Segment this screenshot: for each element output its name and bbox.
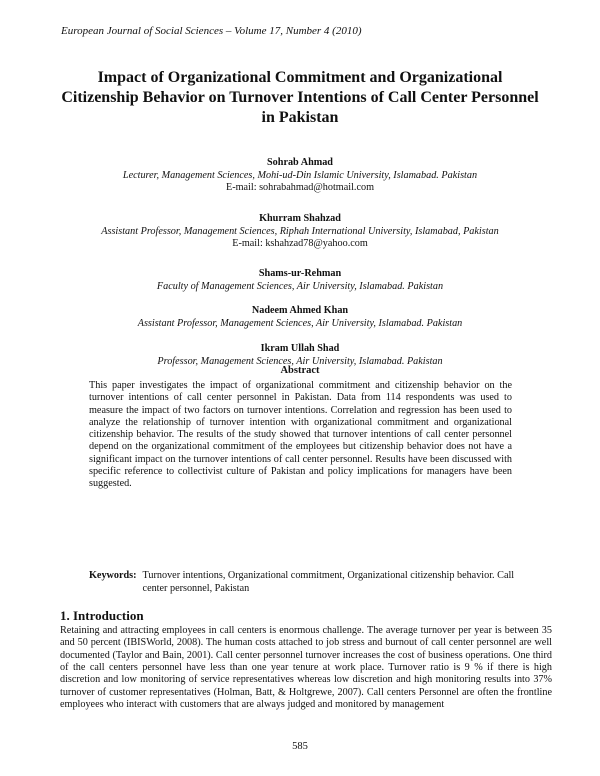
author-affiliation: Assistant Professor, Management Sciences, Air University, Islamabad. Pakistan [137,317,463,329]
author-block [40,213,560,251]
author-block [40,268,560,293]
keywords-text: Turnover intentions, Organizational commitment, Organizational citizenship behavior. Call center personnel, Pakistan [142,570,515,594]
abstract-text: This paper investigates the impact of organizational commitment and citizenship behavior on the turnover intentions of call center personnel in Pakistan. Data from 114 respondents was used to measure the impact of two factors on turnover intentions. Correlation and regression has been used to analyze the relationship of turnover intention with organizational commitment and organizational citizenship behavior. The results of the study showed that turnover intentions of call center personnel depend on the organizational commitment of the employees but citizenship behavior does not have a significant impact on the turnover intentions of call center personnel. Results have been discussed with specific reference to collectivist culture of Pakistan and policy implications for managers have been suggested. [89,380,512,490]
author-name: Sohrab Ahmad [267,157,333,168]
author-affiliation: Faculty of Management Sciences, Air University, Islamabad. Pakistan [156,280,444,292]
author-block [40,157,560,195]
author-email: E-mail: kshahzad78@yahoo.com [232,238,368,249]
introduction-body [60,625,552,711]
author-email: E-mail: sohrabahmad@hotmail.com [225,182,374,193]
introduction-text: Retaining and attracting employees in call centers is enormous challenge. The average turnover per year is between 35 and 50 percent (IBISWorld, 2008). The human costs attached to job stress and burnout of call center personnel are well documented (Taylor and Bain, 2001). Call center personnel turnover increases the cost of business operations. One third of the call centers personnel have less than one year tenure at work place. Turnover ratio is 9 % if there is high discretion and low monitoring of service representatives whereas low discretion and high monitoring results into 37% turnover of customer representatives (Holman, Batt, & Holtgrewe, 2007). Call centers Personnel are often the frontline employees who interact with customers that are always judged and monitored by management [60,625,552,711]
paper-title: Impact of Organizational Commitment and Organizational Citizenship Behavior on Turnover Intentions of Call Center Personnel in Pakistan [61,69,539,126]
abstract-body [89,380,512,491]
section-heading-introduction: 1. Introduction [60,608,144,623]
abstract-heading: Abstract [280,365,320,376]
keywords [89,570,529,595]
keywords-label: Keywords: [89,570,137,581]
author-affiliation: Lecturer, Management Sciences, Mohi-ud-Din Islamic University, Islamabad. Pakistan [122,169,478,181]
author-block [40,305,560,330]
author-affiliation: Assistant Professor, Management Sciences, Riphah International University, Islamabad, Pakistan [101,225,499,237]
author-name: Shams-ur-Rehman [258,268,342,279]
author-name: Ikram Ullah Shad [260,343,340,354]
page-number: 585 [292,741,308,752]
author-name: Khurram Shahzad [259,213,341,224]
journal-header: European Journal of Social Sciences – Volume 17, Number 4 (2010) [61,25,362,37]
author-name: Nadeem Ahmed Khan [251,305,349,316]
author-affiliation: Professor, Management Sciences, Air University, Islamabad. Pakistan [157,355,443,367]
